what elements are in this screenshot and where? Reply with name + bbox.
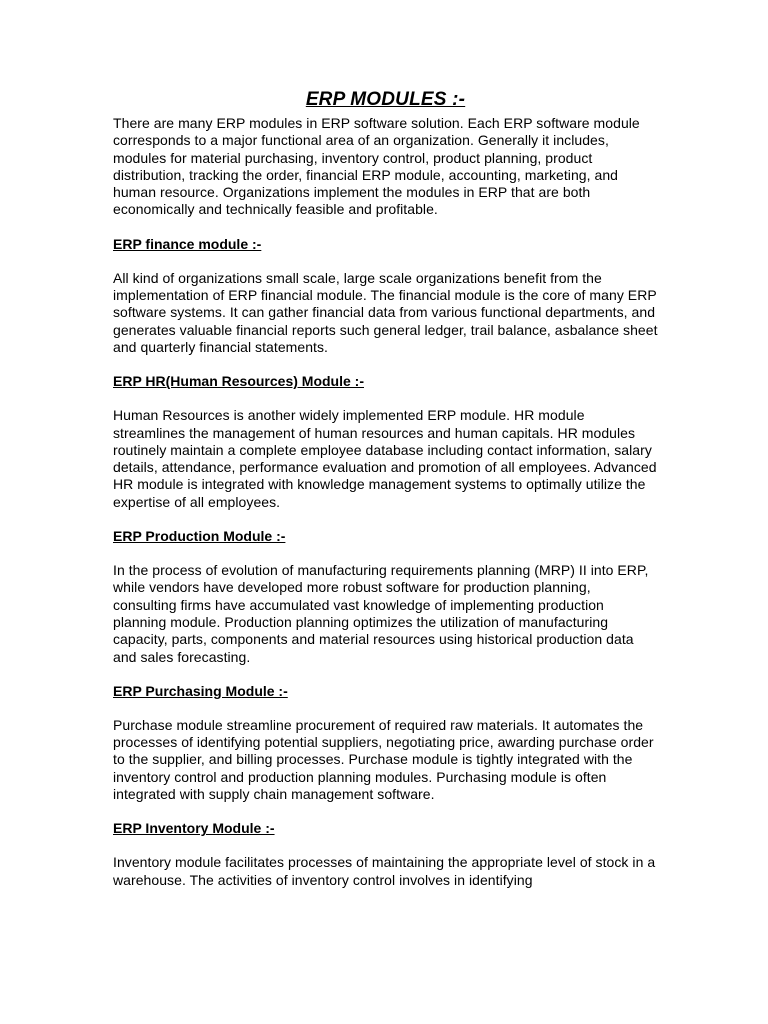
section-body: All kind of organizations small scale, large scale organizations benefit from the implementation of ERP financial module. The financial module is the core of many ERP software systems. It can gather financial data from various functional departments, and generates valuable financial reports such general ledger, trail balance, asbalance sheet and quarterly financial statements. <box>113 269 658 355</box>
section-production <box>113 528 658 666</box>
section-purchasing <box>113 683 658 803</box>
section-heading: ERP HR(Human Resources) Module :- <box>113 373 364 390</box>
section-body: In the process of evolution of manufacturing requirements planning (MRP) II into ERP, while vendors have developed more robust software for production planning, consulting firms have accumulated vast knowledge of implementing production planning module. Production planning optimizes the utilization of manufacturing capacity, parts, components and material resources using historical production data and sales forecasting. <box>113 562 649 665</box>
section-body: Purchase module streamline procurement of required raw materials. It automates the processes of identifying potential suppliers, negotiating price, awarding purchase order to the supplier, and billing processes. Purchase module is tightly integrated with the inventory control and production planning modules. Purchasing module is often integrated with supply chain management software. <box>113 716 654 803</box>
section-inventory <box>113 820 658 889</box>
section-body: Human Resources is another widely implemented ERP module. HR module streamlines the management of human resources and human capitals. HR modules routinely maintain a complete employee database including contact information, salary details, attendance, performance evaluation and promotion of all employees. Advanced HR module is integrated with knowledge management systems to optimally utilize the expertise of all employees. <box>113 407 657 510</box>
document-title: ERP MODULES :- <box>305 89 466 110</box>
section-body: Inventory module facilitates processes of maintaining the appropriate level of stock in a warehouse. The activities of inventory control involves in identifying <box>113 854 656 888</box>
document-page <box>113 88 658 889</box>
section-heading: ERP Purchasing Module :- <box>113 682 288 699</box>
section-heading: ERP finance module :- <box>113 235 262 252</box>
section-heading: ERP Inventory Module :- <box>113 820 275 837</box>
section-hr <box>113 373 658 511</box>
section-heading: ERP Production Module :- <box>113 528 286 545</box>
section-finance <box>113 236 658 356</box>
intro-paragraph: There are many ERP modules in ERP software solution. Each ERP software module corresponds to a major functional area of an organization. Generally it includes, modules for material purchasing, inventory control, product planning, product distribution, tracking the order, financial ERP module, accounting, marketing, and human resource. Organizations implement the modules in ERP that are both economically and technically feasible and profitable. <box>113 115 640 218</box>
